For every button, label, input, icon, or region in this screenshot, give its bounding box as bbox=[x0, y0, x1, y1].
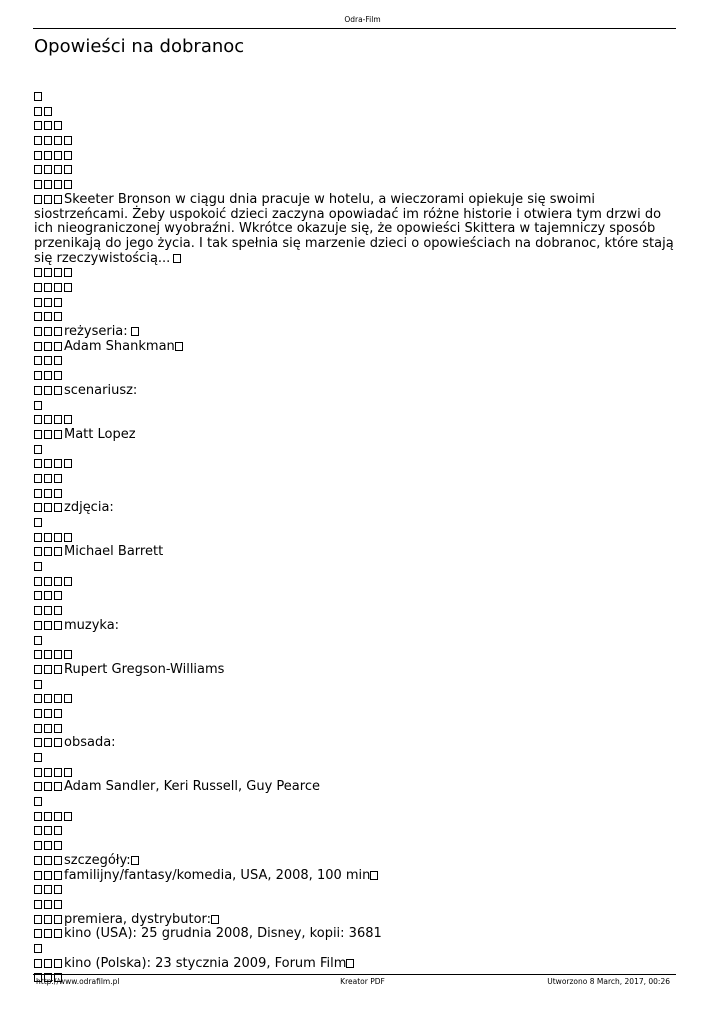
missing-glyph-icon bbox=[54, 915, 62, 924]
music-label: muzyka: bbox=[64, 617, 120, 633]
glyph-row bbox=[34, 119, 679, 134]
missing-glyph-icon bbox=[34, 342, 42, 351]
glyph-row bbox=[34, 178, 679, 193]
glyph-row bbox=[34, 839, 679, 854]
missing-glyph-icon bbox=[44, 900, 52, 909]
missing-glyph-icon bbox=[34, 929, 42, 938]
missing-glyph-icon bbox=[34, 841, 42, 850]
glyph-row bbox=[34, 751, 679, 766]
missing-glyph-icon bbox=[64, 459, 72, 468]
missing-glyph-icon bbox=[54, 841, 62, 850]
missing-glyph-icon bbox=[44, 738, 52, 747]
missing-glyph-icon bbox=[54, 768, 62, 777]
missing-glyph-icon bbox=[44, 298, 52, 307]
missing-glyph-icon bbox=[370, 871, 378, 880]
missing-glyph-icon bbox=[34, 136, 42, 145]
missing-glyph-icon bbox=[44, 856, 52, 865]
missing-glyph-icon bbox=[44, 459, 52, 468]
glyph-row bbox=[34, 589, 679, 604]
glyph-row bbox=[34, 766, 679, 781]
missing-glyph-icon bbox=[44, 841, 52, 850]
missing-glyph-icon bbox=[34, 944, 42, 953]
missing-glyph-icon bbox=[34, 312, 42, 321]
missing-glyph-icon bbox=[54, 591, 62, 600]
glyph-row bbox=[34, 354, 679, 369]
missing-glyph-icon bbox=[34, 826, 42, 835]
missing-glyph-icon bbox=[44, 650, 52, 659]
missing-glyph-icon bbox=[54, 738, 62, 747]
missing-glyph-icon bbox=[64, 533, 72, 542]
director-value: Adam Shankman bbox=[64, 338, 175, 354]
synopsis-paragraph bbox=[34, 193, 679, 267]
missing-glyph-icon bbox=[44, 121, 52, 130]
glyph-row bbox=[34, 413, 679, 428]
missing-glyph-icon bbox=[44, 415, 52, 424]
missing-glyph-icon bbox=[54, 650, 62, 659]
missing-glyph-icon bbox=[34, 121, 42, 130]
glyph-row bbox=[34, 399, 679, 414]
missing-glyph-icon bbox=[54, 342, 62, 351]
missing-glyph-icon bbox=[34, 489, 42, 498]
glyph-row bbox=[34, 898, 679, 913]
missing-glyph-icon bbox=[44, 591, 52, 600]
footer-rule bbox=[33, 974, 676, 975]
missing-glyph-icon bbox=[54, 371, 62, 380]
missing-glyph-icon bbox=[54, 136, 62, 145]
missing-glyph-icon bbox=[34, 782, 42, 791]
glyph-row bbox=[34, 149, 679, 164]
missing-glyph-icon bbox=[54, 621, 62, 630]
missing-glyph-icon bbox=[44, 342, 52, 351]
glyph-row bbox=[34, 722, 679, 737]
premiere-usa-row bbox=[34, 927, 679, 942]
missing-glyph-icon bbox=[44, 107, 52, 116]
missing-glyph-icon bbox=[173, 254, 181, 263]
missing-glyph-icon bbox=[34, 180, 42, 189]
glyph-row bbox=[34, 163, 679, 178]
missing-glyph-icon bbox=[346, 959, 354, 968]
missing-glyph-icon bbox=[44, 151, 52, 160]
missing-glyph-icon bbox=[64, 694, 72, 703]
missing-glyph-icon bbox=[34, 959, 42, 968]
missing-glyph-icon bbox=[54, 812, 62, 821]
missing-glyph-icon bbox=[34, 165, 42, 174]
missing-glyph-icon bbox=[54, 959, 62, 968]
glyph-row bbox=[34, 560, 679, 575]
photography-value: Michael Barrett bbox=[64, 544, 164, 560]
missing-glyph-icon bbox=[34, 591, 42, 600]
missing-glyph-icon bbox=[44, 871, 52, 880]
missing-glyph-icon bbox=[34, 386, 42, 395]
missing-glyph-icon bbox=[64, 650, 72, 659]
footer-generator: Kreator PDF bbox=[340, 977, 385, 986]
missing-glyph-icon bbox=[44, 826, 52, 835]
missing-glyph-icon bbox=[54, 665, 62, 674]
missing-glyph-icon bbox=[54, 298, 62, 307]
missing-glyph-icon bbox=[34, 474, 42, 483]
director-label-row bbox=[34, 325, 679, 340]
missing-glyph-icon bbox=[34, 812, 42, 821]
director-label: reżyseria: bbox=[64, 324, 128, 340]
missing-glyph-icon bbox=[64, 165, 72, 174]
missing-glyph-icon bbox=[211, 915, 219, 924]
missing-glyph-icon bbox=[34, 503, 42, 512]
details-label: szczegóły: bbox=[64, 852, 131, 868]
glyph-row bbox=[34, 457, 679, 472]
missing-glyph-icon bbox=[64, 151, 72, 160]
cast-label: obsada: bbox=[64, 735, 116, 751]
missing-glyph-icon bbox=[44, 283, 52, 292]
missing-glyph-icon bbox=[34, 606, 42, 615]
page-title: Opowieści na dobranoc bbox=[34, 36, 245, 57]
missing-glyph-icon bbox=[44, 812, 52, 821]
missing-glyph-icon bbox=[34, 694, 42, 703]
missing-glyph-icon bbox=[54, 724, 62, 733]
missing-glyph-icon bbox=[44, 165, 52, 174]
glyph-row bbox=[34, 281, 679, 296]
missing-glyph-icon bbox=[54, 180, 62, 189]
missing-glyph-icon bbox=[54, 533, 62, 542]
missing-glyph-icon bbox=[44, 768, 52, 777]
missing-glyph-icon bbox=[44, 371, 52, 380]
missing-glyph-icon bbox=[34, 768, 42, 777]
glyph-row bbox=[34, 810, 679, 825]
missing-glyph-icon bbox=[34, 283, 42, 292]
missing-glyph-icon bbox=[34, 151, 42, 160]
document-body bbox=[34, 90, 679, 986]
missing-glyph-icon bbox=[54, 856, 62, 865]
missing-glyph-icon bbox=[131, 327, 139, 336]
missing-glyph-icon bbox=[175, 342, 183, 351]
missing-glyph-icon bbox=[44, 180, 52, 189]
missing-glyph-icon bbox=[64, 180, 72, 189]
missing-glyph-icon bbox=[34, 415, 42, 424]
missing-glyph-icon bbox=[34, 753, 42, 762]
missing-glyph-icon bbox=[34, 356, 42, 365]
missing-glyph-icon bbox=[54, 782, 62, 791]
glyph-row bbox=[34, 707, 679, 722]
missing-glyph-icon bbox=[34, 445, 42, 454]
glyph-row bbox=[34, 296, 679, 311]
details-value: familijny/fantasy/komedia, USA, 2008, 100 min bbox=[64, 867, 371, 883]
missing-glyph-icon bbox=[44, 489, 52, 498]
missing-glyph-icon bbox=[44, 195, 52, 204]
missing-glyph-icon bbox=[54, 415, 62, 424]
missing-glyph-icon bbox=[44, 136, 52, 145]
missing-glyph-icon bbox=[34, 577, 42, 586]
missing-glyph-icon bbox=[34, 195, 42, 204]
missing-glyph-icon bbox=[44, 327, 52, 336]
missing-glyph-icon bbox=[44, 474, 52, 483]
missing-glyph-icon bbox=[34, 738, 42, 747]
glyph-row bbox=[34, 516, 679, 531]
cast-value: Adam Sandler, Keri Russell, Guy Pearce bbox=[64, 779, 320, 795]
missing-glyph-icon bbox=[44, 885, 52, 894]
missing-glyph-icon bbox=[54, 900, 62, 909]
missing-glyph-icon bbox=[34, 900, 42, 909]
missing-glyph-icon bbox=[44, 724, 52, 733]
cast-label-row bbox=[34, 736, 679, 751]
photography-label: zdjęcia: bbox=[64, 500, 114, 516]
missing-glyph-icon bbox=[44, 621, 52, 630]
missing-glyph-icon bbox=[44, 268, 52, 277]
missing-glyph-icon bbox=[34, 636, 42, 645]
missing-glyph-icon bbox=[34, 107, 42, 116]
photography-row bbox=[34, 545, 679, 560]
missing-glyph-icon bbox=[34, 371, 42, 380]
missing-glyph-icon bbox=[54, 283, 62, 292]
missing-glyph-icon bbox=[34, 885, 42, 894]
director-row bbox=[34, 340, 679, 355]
missing-glyph-icon bbox=[34, 298, 42, 307]
screenplay-value: Matt Lopez bbox=[64, 426, 136, 442]
missing-glyph-icon bbox=[64, 283, 72, 292]
premiere-poland-value: kino (Polska): 23 stycznia 2009, Forum Film bbox=[64, 955, 347, 971]
missing-glyph-icon bbox=[54, 327, 62, 336]
cast-row bbox=[34, 780, 679, 795]
missing-glyph-icon bbox=[54, 386, 62, 395]
footer-url-link[interactable]: http://www.odrafilm.pl bbox=[36, 977, 120, 986]
glyph-row bbox=[34, 266, 679, 281]
missing-glyph-icon bbox=[34, 562, 42, 571]
premiere-poland-row bbox=[34, 957, 679, 972]
glyph-row bbox=[34, 678, 679, 693]
photography-label-row bbox=[34, 501, 679, 516]
glyph-row bbox=[34, 105, 679, 120]
missing-glyph-icon bbox=[44, 929, 52, 938]
missing-glyph-icon bbox=[34, 401, 42, 410]
missing-glyph-icon bbox=[54, 885, 62, 894]
missing-glyph-icon bbox=[64, 768, 72, 777]
missing-glyph-icon bbox=[131, 856, 139, 865]
glyph-row bbox=[34, 310, 679, 325]
screenplay-label-row bbox=[34, 384, 679, 399]
details-label-row bbox=[34, 854, 679, 869]
music-row bbox=[34, 663, 679, 678]
glyph-row bbox=[34, 634, 679, 649]
missing-glyph-icon bbox=[44, 430, 52, 439]
missing-glyph-icon bbox=[54, 489, 62, 498]
premiere-label-row bbox=[34, 913, 679, 928]
missing-glyph-icon bbox=[34, 871, 42, 880]
missing-glyph-icon bbox=[54, 503, 62, 512]
missing-glyph-icon bbox=[44, 577, 52, 586]
header-site-name: Odra-Film bbox=[344, 15, 381, 24]
missing-glyph-icon bbox=[54, 312, 62, 321]
screenplay-row bbox=[34, 428, 679, 443]
missing-glyph-icon bbox=[34, 856, 42, 865]
missing-glyph-icon bbox=[54, 121, 62, 130]
missing-glyph-icon bbox=[34, 459, 42, 468]
missing-glyph-icon bbox=[44, 356, 52, 365]
missing-glyph-icon bbox=[34, 680, 42, 689]
missing-glyph-icon bbox=[64, 812, 72, 821]
missing-glyph-icon bbox=[34, 621, 42, 630]
missing-glyph-icon bbox=[34, 533, 42, 542]
missing-glyph-icon bbox=[44, 547, 52, 556]
missing-glyph-icon bbox=[44, 782, 52, 791]
missing-glyph-icon bbox=[54, 694, 62, 703]
music-value: Rupert Gregson-Williams bbox=[64, 661, 225, 677]
missing-glyph-icon bbox=[54, 709, 62, 718]
missing-glyph-icon bbox=[34, 327, 42, 336]
missing-glyph-icon bbox=[64, 136, 72, 145]
missing-glyph-icon bbox=[44, 915, 52, 924]
missing-glyph-icon bbox=[34, 268, 42, 277]
glyph-row bbox=[34, 795, 679, 810]
missing-glyph-icon bbox=[34, 724, 42, 733]
glyph-row bbox=[34, 134, 679, 149]
glyph-row bbox=[34, 487, 679, 502]
missing-glyph-icon bbox=[54, 871, 62, 880]
screenplay-label: scenariusz: bbox=[64, 382, 138, 398]
glyph-row bbox=[34, 604, 679, 619]
missing-glyph-icon bbox=[34, 430, 42, 439]
glyph-row bbox=[34, 575, 679, 590]
missing-glyph-icon bbox=[54, 547, 62, 556]
missing-glyph-icon bbox=[34, 547, 42, 556]
missing-glyph-icon bbox=[34, 709, 42, 718]
missing-glyph-icon bbox=[54, 268, 62, 277]
glyph-row bbox=[34, 443, 679, 458]
missing-glyph-icon bbox=[54, 577, 62, 586]
details-row bbox=[34, 869, 679, 884]
missing-glyph-icon bbox=[54, 929, 62, 938]
glyph-row bbox=[34, 883, 679, 898]
missing-glyph-icon bbox=[54, 459, 62, 468]
glyph-row bbox=[34, 531, 679, 546]
missing-glyph-icon bbox=[54, 165, 62, 174]
glyph-row bbox=[34, 369, 679, 384]
missing-glyph-icon bbox=[54, 474, 62, 483]
missing-glyph-icon bbox=[44, 959, 52, 968]
footer-created-date: Utworzono 8 March, 2017, 00:26 bbox=[547, 977, 670, 986]
missing-glyph-icon bbox=[54, 195, 62, 204]
missing-glyph-icon bbox=[34, 92, 42, 101]
premiere-label: premiera, dystrybutor: bbox=[64, 911, 212, 927]
missing-glyph-icon bbox=[54, 430, 62, 439]
glyph-row bbox=[34, 942, 679, 957]
missing-glyph-icon bbox=[44, 606, 52, 615]
missing-glyph-icon bbox=[54, 826, 62, 835]
glyph-row bbox=[34, 692, 679, 707]
missing-glyph-icon bbox=[44, 665, 52, 674]
missing-glyph-icon bbox=[34, 915, 42, 924]
missing-glyph-icon bbox=[64, 577, 72, 586]
missing-glyph-icon bbox=[64, 268, 72, 277]
glyph-row bbox=[34, 648, 679, 663]
music-label-row bbox=[34, 619, 679, 634]
missing-glyph-icon bbox=[54, 606, 62, 615]
glyph-row bbox=[34, 824, 679, 839]
missing-glyph-icon bbox=[34, 797, 42, 806]
missing-glyph-icon bbox=[34, 665, 42, 674]
missing-glyph-icon bbox=[34, 518, 42, 527]
missing-glyph-icon bbox=[44, 533, 52, 542]
missing-glyph-icon bbox=[54, 356, 62, 365]
header-rule bbox=[33, 28, 676, 29]
missing-glyph-icon bbox=[44, 709, 52, 718]
missing-glyph-icon bbox=[44, 503, 52, 512]
glyph-row bbox=[34, 472, 679, 487]
premiere-usa-value: kino (USA): 25 grudnia 2008, Disney, kopii: 3681 bbox=[64, 926, 382, 942]
glyph-row bbox=[34, 90, 679, 105]
missing-glyph-icon bbox=[54, 151, 62, 160]
missing-glyph-icon bbox=[44, 386, 52, 395]
missing-glyph-icon bbox=[44, 694, 52, 703]
missing-glyph-icon bbox=[64, 415, 72, 424]
missing-glyph-icon bbox=[44, 312, 52, 321]
missing-glyph-icon bbox=[34, 650, 42, 659]
synopsis-text: Skeeter Bronson w ciągu dnia pracuje w hotelu, a wieczorami opiekuje się swoimi siostrzeńcami. Żeby uspokoić dzieci zaczyna opowiadać im różne historie i otwiera tym drzwi do ich nieograniczonej wyobraźni. Wkrótce okazuje się, że opowieści Skittera w tajemniczy sposób przenikają do jego życia. I tak spełnia się marzenie dzieci o opowieściach na dobranoc, które stają się rzeczywistością... bbox=[34, 191, 674, 266]
